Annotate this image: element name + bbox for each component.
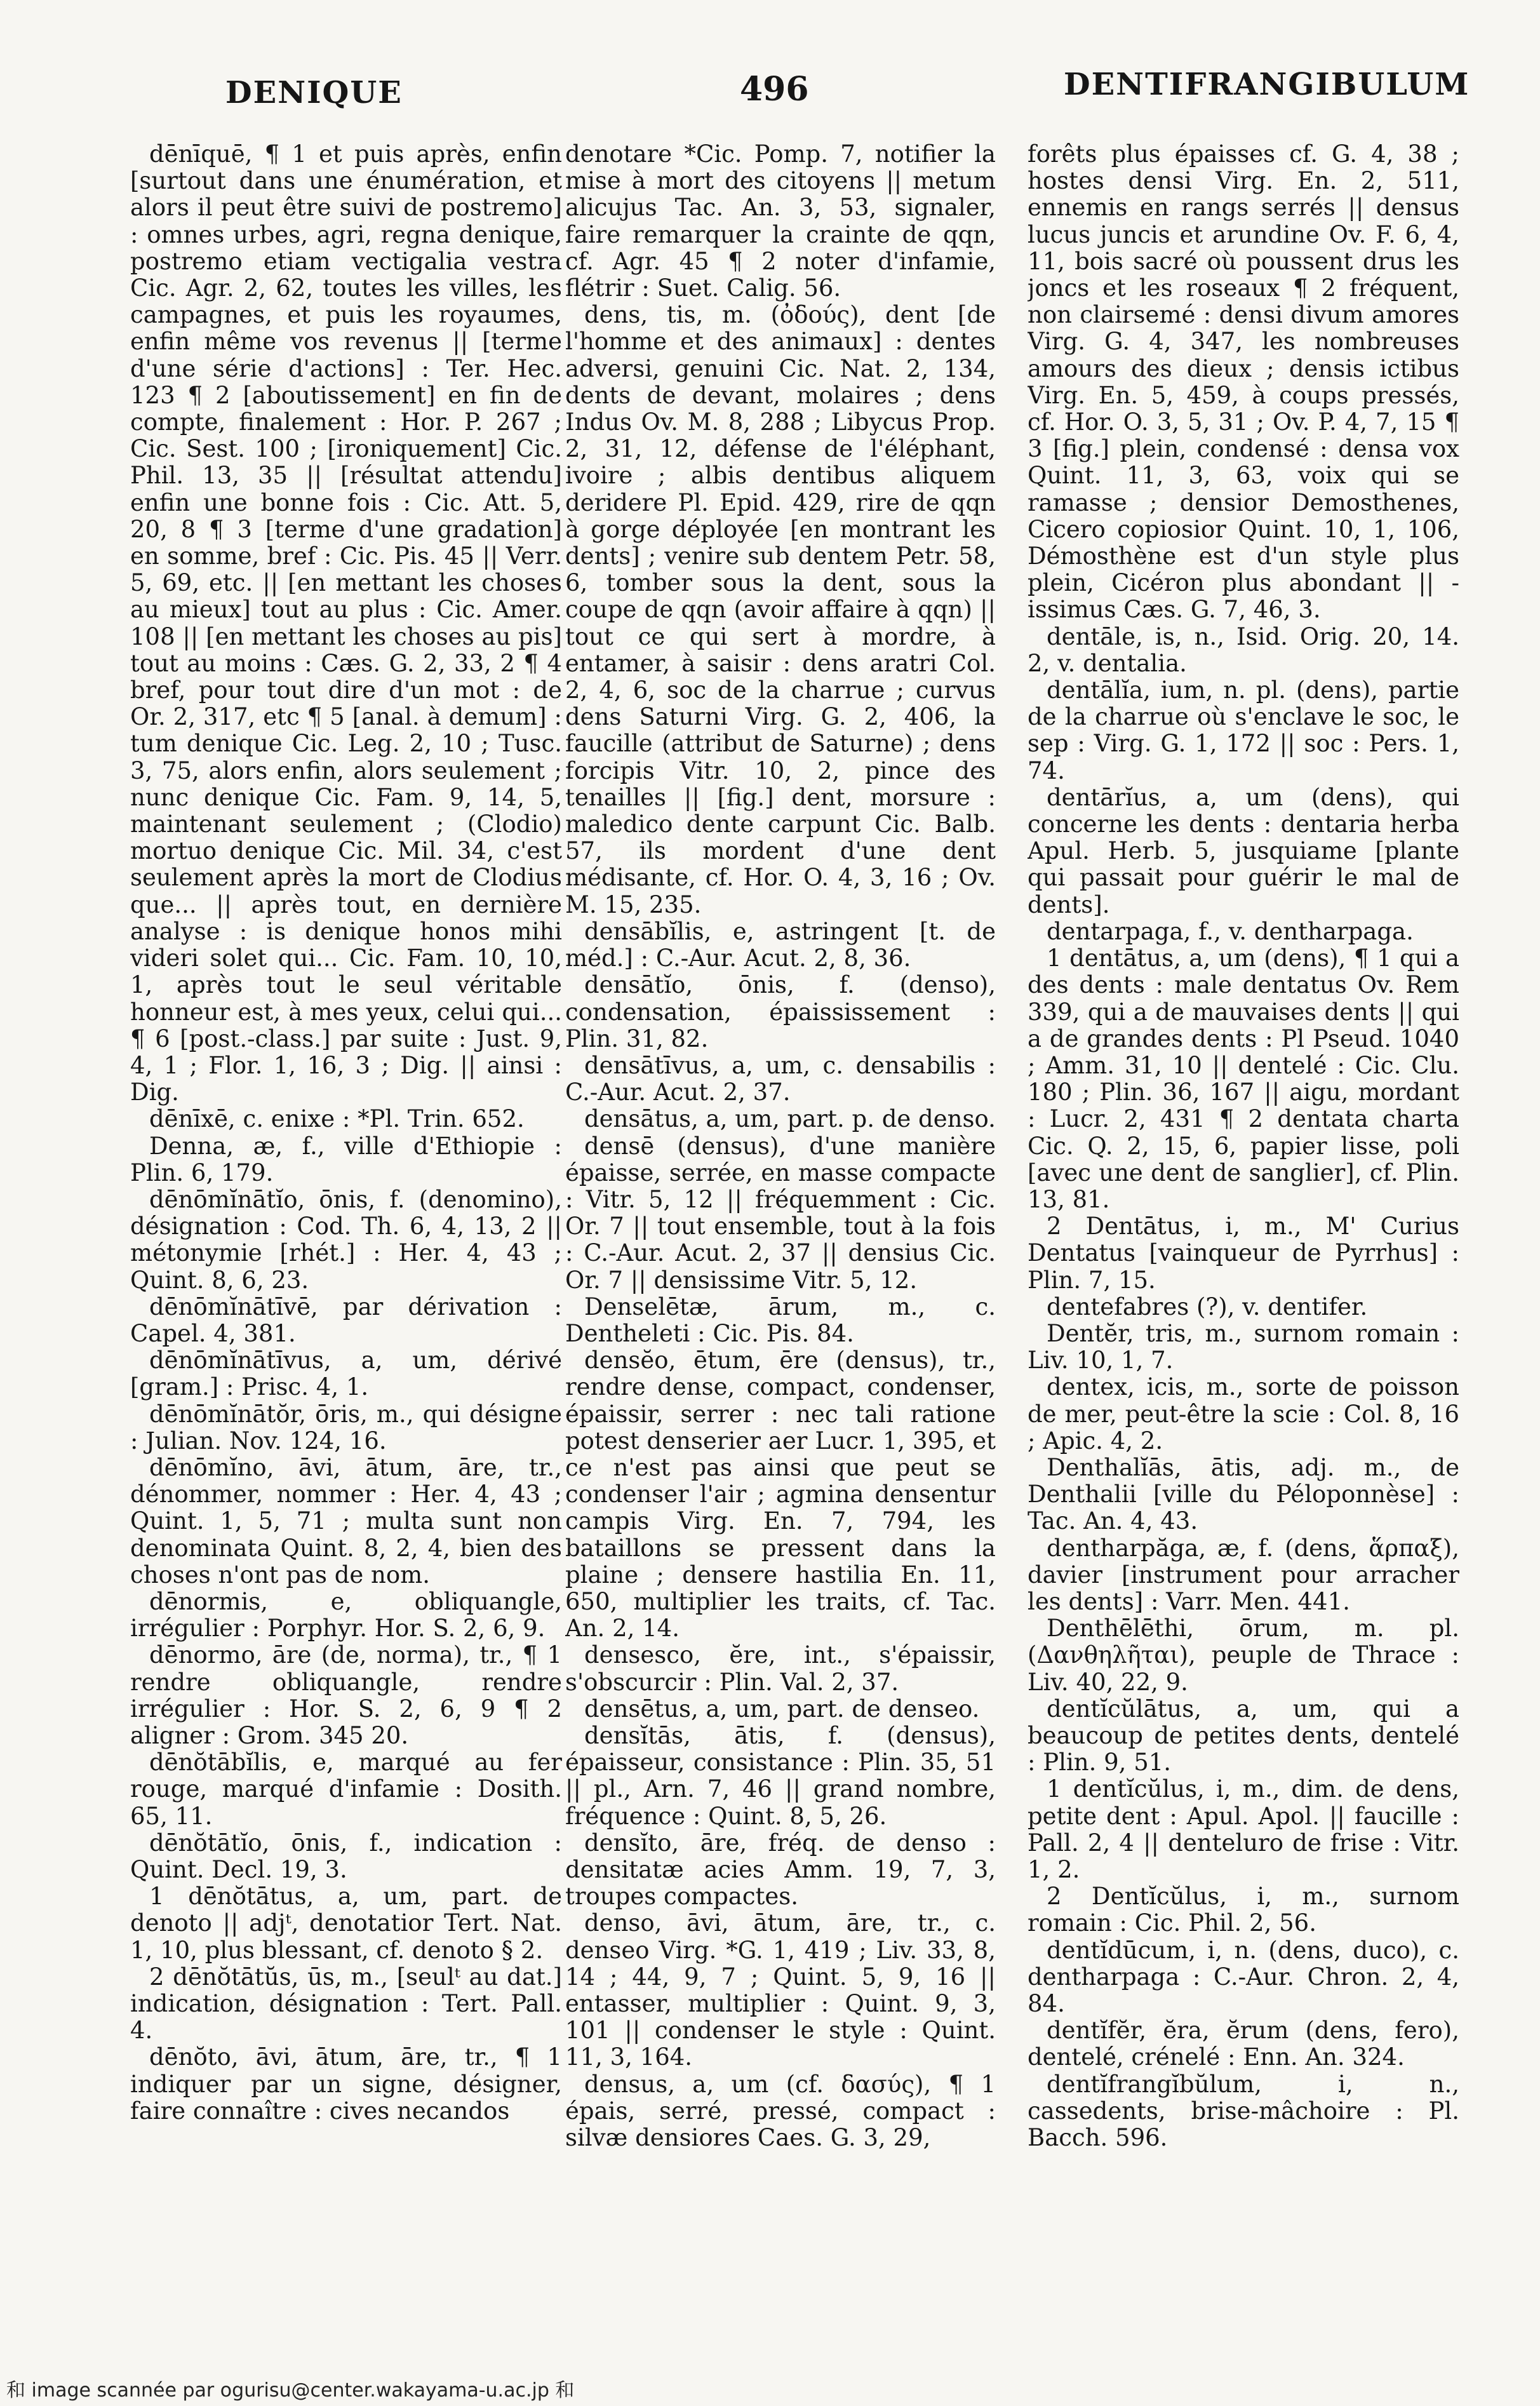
dictionary-entry: Denthalĭās, ātis, adj. m., de Denthalii [ville du Péloponnèse] : Tac. An. 4, 43. <box>1028 1453 1459 1535</box>
dictionary-entry: dēnōmĭnātīvus, a, um, dérivé [gram.] : Prisc. 4, 1. <box>130 1347 562 1401</box>
dictionary-entry: densātīvus, a, um, c. densabilis : C.-Aur. Acut. 2, 37. <box>565 1051 996 1106</box>
dictionary-entry: 1 dentātus, a, um (dens), ¶ 1 qui a des dents : male dentatus Ov. Rem 339, qui a de mauvaises dents || qui a de grandes dents : Pl Pseud. 1040 ; Amm. 31, 10 || dentelé : Cic. Clu. 180 ; Plin. 36, 167 || aigu, mordant : Lucr. 2, 431 ¶ 2 dentata charta Cic. Q. 2, 15, 6, papier lisse, poli [avec une dent de sanglier], cf. Plin. 13, 81. <box>1028 944 1459 1213</box>
running-head-right: DENTIFRANGIBULUM <box>1064 67 1470 102</box>
dictionary-entry: dentex, icis, m., sorte de poisson de mer, peut-être la scie : Col. 8, 16 ; Apic. 4, 2. <box>1028 1373 1459 1455</box>
dictionary-entry: 1 dēnŏtātus, a, um, part. de denoto || adjᵗ, denotatior Tert. Nat. 1, 10, plus blessant, cf. denoto § 2. <box>130 1883 562 1964</box>
dictionary-entry: 1 dentĭcŭlus, i, m., dim. de dens, petite dent : Apul. Apol. || faucille : Pall. 2, 4 || denteluro de frise : Vitr. 1, 2. <box>1028 1775 1459 1883</box>
dictionary-entry: 2 Dentātus, i, m., M' Curius Dentatus [vainqueur de Pyrrhus] : Plin. 7, 15. <box>1028 1213 1459 1294</box>
dictionary-entry: dentālĭa, ium, n. pl. (dens), partie de la charrue où s'enclave le soc, le sep : Virg. G. 1, 172 || soc : Pers. 1, 74. <box>1028 676 1459 784</box>
dictionary-entry: Denthēlēthi, ōrum, m. pl. (Δανθηλῆται), peuple de Thrace : Liv. 40, 22, 9. <box>1028 1615 1459 1696</box>
dictionary-entry: forêts plus épaisses cf. G. 4, 38 ; hostes densi Virg. En. 2, 511, ennemis en rangs serrés || densus lucus juncis et arundine Ov. F. 6, 4, 11, bois sacré où poussent drus les joncs et les roseaux ¶ 2 fréquent, non clairsemé : densi divum amores Virg. G. 4, 347, les nombreuses amours des dieux ; densis ictibus Virg. En. 5, 459, à coups pressés, cf. Hor. O. 3, 5, 31 ; Ov. P. 4, 7, 15 ¶ 3 [fig.] plein, condensé : densa vox Quint. 11, 3, 63, voix qui se ramasse ; densior Demosthenes, Cicero copiosior Quint. 10, 1, 106, Démosthène est d'un style plus plein, Cicéron plus abondant || -issimus Cæs. G. 7, 46, 3. <box>1028 141 1459 624</box>
dictionary-entry: dentāle, is, n., Isid. Orig. 20, 14. 2, v. dentalia. <box>1028 622 1459 677</box>
dictionary-entry: dentarpaga, f., v. dentharpaga. <box>1047 917 1414 945</box>
dictionary-entry: dens, tis, m. (ὀδούς), dent [de l'homme et des animaux] : dentes adversi, genuini Cic. Nat. 2, 134, dents de devant, molaires ; dens Indus Ov. M. 8, 288 ; Libycus Prop. 2, 31, 12, défense de l'éléphant, ivoire ; albis dentibus aliquem deridere Pl. Epid. 429, rire de qqn à gorge déployée [en montrant les dents] ; venire sub dentem Petr. 58, 6, tomber sous la dent, sous la coupe de qqn (avoir affaire à qqn) || tout ce qui sert à mordre, à entamer, à saisir : dens aratri Col. 2, 4, 6, soc de la charrue ; curvus dens Saturni Virg. G. 2, 406, la faucille (attribut de Saturne) ; dens forcipis Vitr. 10, 2, pince des tenailles || [fig.] dent, morsure : maledico dente carpunt Cic. Balb. 57, ils mordent d'une dent médisante, cf. Hor. O. 4, 3, 16 ; Ov. M. 15, 235. <box>565 301 996 918</box>
dictionary-entry: dēnŏtātĭo, ōnis, f., indication : Quint. Decl. 19, 3. <box>130 1829 562 1883</box>
dictionary-entry: densesco, ĕre, int., s'épaissir, s'obscurcir : Plin. Val. 2, 37. <box>565 1641 996 1696</box>
dictionary-entry: dentĭdūcum, i, n. (dens, duco), c. dentharpaga : C.-Aur. Chron. 2, 4, 84. <box>1028 1936 1459 2018</box>
dictionary-entry: densus, a, um (cf. δασύς), ¶ 1 épais, serré, pressé, compact : silvæ densiores Caes. G. 3, 29, <box>565 2070 996 2152</box>
dictionary-entry: dentārĭus, a, um (dens), qui concerne les dents : dentaria herba Apul. Herb. 5, jusquiame [plante qui passait pour guérir le mal de dents]. <box>1028 783 1459 918</box>
dictionary-entry: dēnīquē, ¶ 1 et puis après, enfin [surtout dans une énumération, et alors il peut être suivi de postremo] : omnes urbes, agri, regna denique, postremo etiam vectigalia vestra Cic. Agr. 2, 62, toutes les villes, les campagnes, et puis les royaumes, enfin même vos revenus || [terme d'une série d'actions] : Ter. Hec. 123 ¶ 2 [aboutissement] en fin de compte, finalement : Hor. P. 267 ; Cic. Sest. 100 ; [ironiquement] Cic. Phil. 13, 35 || [résultat attendu] enfin une bonne fois : Cic. Att. 5, 20, 8 ¶ 3 [terme d'une gradation] en somme, bref : Cic. Pis. 45 || Verr. 5, 69, etc. || [en mettant les choses au mieux] tout au plus : Cic. Amer. 108 || [en mettant les choses au pis] tout au moins : Cæs. G. 2, 33, 2 ¶ 4 bref, pour tout dire d'un mot : de Or. 2, 317, etc ¶ 5 [anal. à demum] : tum denique Cic. Leg. 2, 10 ; Tusc. 3, 75, alors enfin, alors seulement ; nunc denique Cic. Fam. 9, 14, 5, maintenant seulement ; (Clodio) mortuo denique Cic. Mil. 34, c'est seulement après la mort de Clodius que... || après tout, en dernière analyse : is denique honos mihi videri solet qui... Cic. Fam. 10, 10, 1, après tout le seul véritable honneur est, à mes yeux, celui qui... ¶ 6 [post.-class.] par suite : Just. 9, 4, 1 ; Flor. 1, 16, 3 ; Dig. || ainsi : Dig. <box>130 141 562 1106</box>
running-head-left: DENIQUE <box>225 75 403 111</box>
dictionary-entry: dentĭfrangĭbŭlum, i, n., cassedents, brise-mâchoire : Pl. Bacch. 596. <box>1028 2070 1459 2152</box>
dictionary-entry: dentharpăga, æ, f. (dens, ἅρπαξ), davier [instrument pour arracher les dents] : Varr. Men. 441. <box>1028 1534 1459 1615</box>
dictionary-entry: densĭto, āre, fréq. de denso : densitatæ acies Amm. 19, 7, 3, troupes compactes. <box>565 1829 996 1911</box>
dictionary-entry: Dentĕr, tris, m., surnom romain : Liv. 10, 1, 7. <box>1028 1319 1459 1374</box>
dictionary-entry: 2 Dentĭcŭlus, i, m., surnom romain : Cic. Phil. 2, 56. <box>1028 1883 1459 1937</box>
dictionary-entry: Denselētæ, ārum, m., c. Dentheleti : Cic. Pis. 84. <box>565 1293 996 1347</box>
dictionary-entry: densābĭlis, e, astringent [t. de méd.] : C.-Aur. Acut. 2, 8, 36. <box>565 917 996 972</box>
dictionary-entry: 2 dēnŏtātŭs, ūs, m., [seulᵗ au dat.] indication, désignation : Tert. Pall. 4. <box>130 1963 562 2045</box>
dictionary-entry: densētus, a, um, part. de denseo. <box>584 1695 980 1723</box>
page-number: 496 <box>740 70 809 109</box>
dictionary-entry: dentĭfĕr, ĕra, ĕrum (dens, fero), dentelé, crénelé : Enn. An. 324. <box>1028 2017 1459 2071</box>
dictionary-entry: densĭtās, ātis, f. (densus), épaisseur, consistance : Plin. 35, 51 || pl., Arn. 7, 46 || grand nombre, fréquence : Quint. 8, 5, 26. <box>565 1721 996 1830</box>
dictionary-entry: dentefabres (?), v. dentifer. <box>1047 1293 1368 1321</box>
dictionary-entry: dēnōmĭnātŏr, ōris, m., qui désigne : Julian. Nov. 124, 16. <box>130 1400 562 1455</box>
column-left <box>130 141 562 2313</box>
dictionary-entry: denotare *Cic. Pomp. 7, notifier la mise à mort des citoyens || metum alicujus Tac. An. 3, 53, signaler, faire remarquer la crainte de qqn, cf. Agr. 45 ¶ 2 noter d'infamie, flétrir : Suet. Calig. 56. <box>565 141 996 302</box>
dictionary-entry: densātĭo, ōnis, f. (denso), condensation, épaississement : Plin. 31, 82. <box>565 971 996 1052</box>
dictionary-entry: densĕo, ētum, ēre (densus), tr., rendre dense, compact, condenser, épaissir, serrer : nec tali ratione potest denserier aer Lucr. 1, 395, et ce n'est pas ainsi que peut se condenser l'air ; agmina densentur campis Virg. En. 7, 794, les bataillons se pressent dans la plaine ; densere hastilia En. 11, 650, multiplier les traits, cf. Tac. An. 2, 14. <box>565 1347 996 1643</box>
dictionary-entry: Denna, æ, f., ville d'Ethiopie : Plin. 6, 179. <box>130 1132 562 1186</box>
dictionary-entry: dēnŏtābĭlis, e, marqué au fer rouge, marqué d'infamie : Dosith. 65, 11. <box>130 1749 562 1830</box>
dictionary-entry: dēnīxē, c. enixe : *Pl. Trin. 652. <box>149 1105 525 1133</box>
dictionary-entry: denso, āvi, ātum, āre, tr., c. denseo Virg. *G. 1, 419 ; Liv. 33, 8, 14 ; 44, 9, 7 ; Quint. 5, 9, 16 || entasser, multiplier : Quint. 9, 3, 101 || condenser le style : Quint. 11, 3, 164. <box>565 1909 996 2071</box>
dictionary-entry: dēnōmĭno, āvi, ātum, āre, tr., dénommer, nommer : Her. 4, 43 ; Quint. 1, 5, 71 ; multa sunt non denominata Quint. 8, 2, 4, bien des choses n'ont pas de nom. <box>130 1453 562 1589</box>
column-middle <box>565 141 996 2313</box>
dictionary-entry: densē (densus), d'une manière épaisse, serrée, en masse compacte : Vitr. 5, 12 || fréquemment : Cic. Or. 7 || tout ensemble, tout à la fois : C.-Aur. Acut. 2, 37 || densius Cic. Or. 7 || densissime Vitr. 5, 12. <box>565 1132 996 1294</box>
column-right <box>1028 141 1459 2313</box>
dictionary-entry: dēnormis, e, obliquangle, irrégulier : Porphyr. Hor. S. 2, 6, 9. <box>130 1587 562 1643</box>
scan-credit: 和 image scannée par ogurisu@center.wakayama-u.ac.jp 和 <box>6 2379 575 2402</box>
dictionary-entry: densātus, a, um, part. p. de denso. <box>584 1105 996 1133</box>
dictionary-entry: dēnŏto, āvi, ātum, āre, tr., ¶ 1 indiquer par un signe, désigner, faire connaître : cives necandos <box>130 2043 562 2125</box>
dictionary-entry: dentĭcŭlātus, a, um, qui a beaucoup de petites dents, dentelé : Plin. 9, 51. <box>1028 1695 1459 1777</box>
dictionary-entry: dēnormo, āre (de, norma), tr., ¶ 1 rendre obliquangle, rendre irrégulier : Hor. S. 2, 6, 9 ¶ 2 aligner : Grom. 345 20. <box>130 1641 562 1749</box>
dictionary-entry: dēnōmĭnātīvē, par dérivation : Capel. 4, 381. <box>130 1293 562 1347</box>
dictionary-entry: dēnōmĭnātĭo, ōnis, f. (denomino), désignation : Cod. Th. 6, 4, 13, 2 || métonymie [rhét.] : Her. 4, 43 ; Quint. 8, 6, 23. <box>130 1185 562 1294</box>
